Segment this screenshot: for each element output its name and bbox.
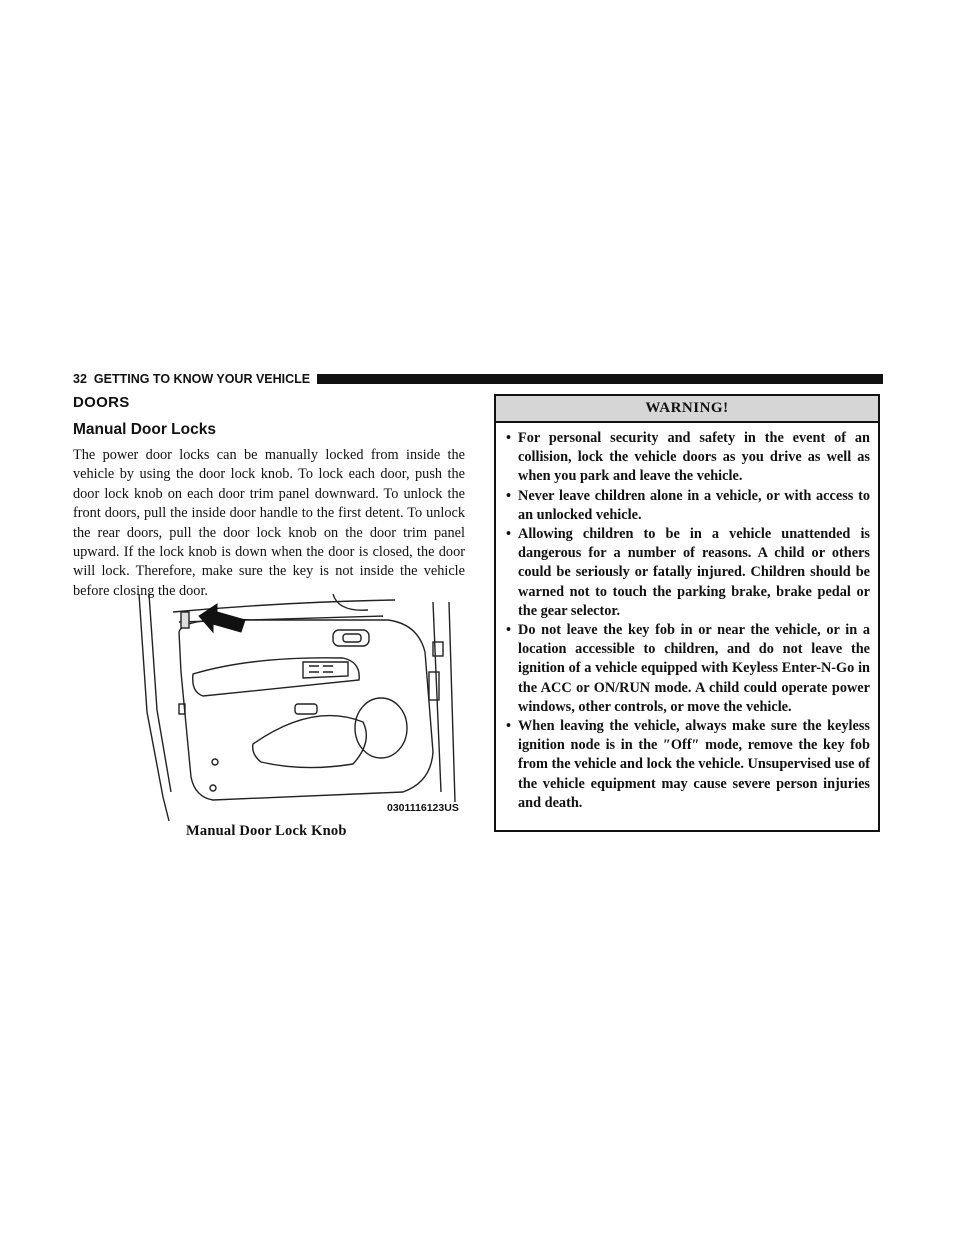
page-number: 32 bbox=[73, 372, 87, 386]
bullet-icon: • bbox=[506, 487, 512, 504]
warning-title: WARNING! bbox=[496, 396, 878, 423]
page-header bbox=[73, 372, 883, 386]
section-heading: DOORS bbox=[73, 394, 130, 411]
warning-item: • Never leave children alone in a vehicle, or with access to an unlocked vehicle. bbox=[506, 487, 870, 523]
warning-list bbox=[496, 423, 878, 813]
section-title: GETTING TO KNOW YOUR VEHICLE bbox=[93, 372, 311, 386]
door-panel-illustration bbox=[133, 592, 465, 821]
figure-caption: Manual Door Lock Knob bbox=[186, 823, 347, 839]
bullet-icon: • bbox=[506, 718, 512, 735]
body-paragraph: The power door locks can be manually locked from inside the vehicle by using the door lock knob. To lock each door, push the door lock knob on each door trim panel downward. To unlock the front doors, pull the inside door handle to the first detent. To unlock the rear doors, pull the door lock knob on the door trim panel upward. If the lock knob is down when the door is closed, the door will lock. Therefore, make sure the key is not inside the vehicle before closing the door. bbox=[73, 447, 465, 599]
warning-item: • Allowing children to be in a vehicle unattended is dangerous for a number of reasons. A child or others could be seriously or fatally injured. Children should be warned not to touch the parking brake, brake pedal or the gear selector. bbox=[506, 526, 870, 619]
figure-code: 0301116123US bbox=[387, 802, 459, 814]
warning-box bbox=[494, 394, 880, 832]
bullet-icon: • bbox=[506, 622, 512, 639]
warning-item: • For personal security and safety in the event of an collision, lock the vehicle doors as you drive as well as when you park and leave the vehicle. bbox=[506, 430, 870, 485]
warning-item: • When leaving the vehicle, always make sure the keyless ignition node is in the ″Off″ mode, remove the key fob from the vehicle and lock the vehicle. Unsupervised use of the vehicle equipment may cause severe person injuries and death. bbox=[506, 718, 870, 811]
bullet-icon: • bbox=[506, 526, 512, 543]
subsection-heading: Manual Door Locks bbox=[73, 421, 216, 438]
header-rule bbox=[317, 374, 883, 384]
bullet-icon: • bbox=[506, 430, 512, 446]
arrow-icon bbox=[133, 592, 465, 821]
warning-item: • Do not leave the key fob in or near the vehicle, or in a location accessible to children, and do not leave the ignition of a vehicle equipped with Keyless Enter-N-Go in the ACC or ON/RUN mode. A child could operate power windows, other controls, or move the vehicle. bbox=[506, 622, 870, 715]
